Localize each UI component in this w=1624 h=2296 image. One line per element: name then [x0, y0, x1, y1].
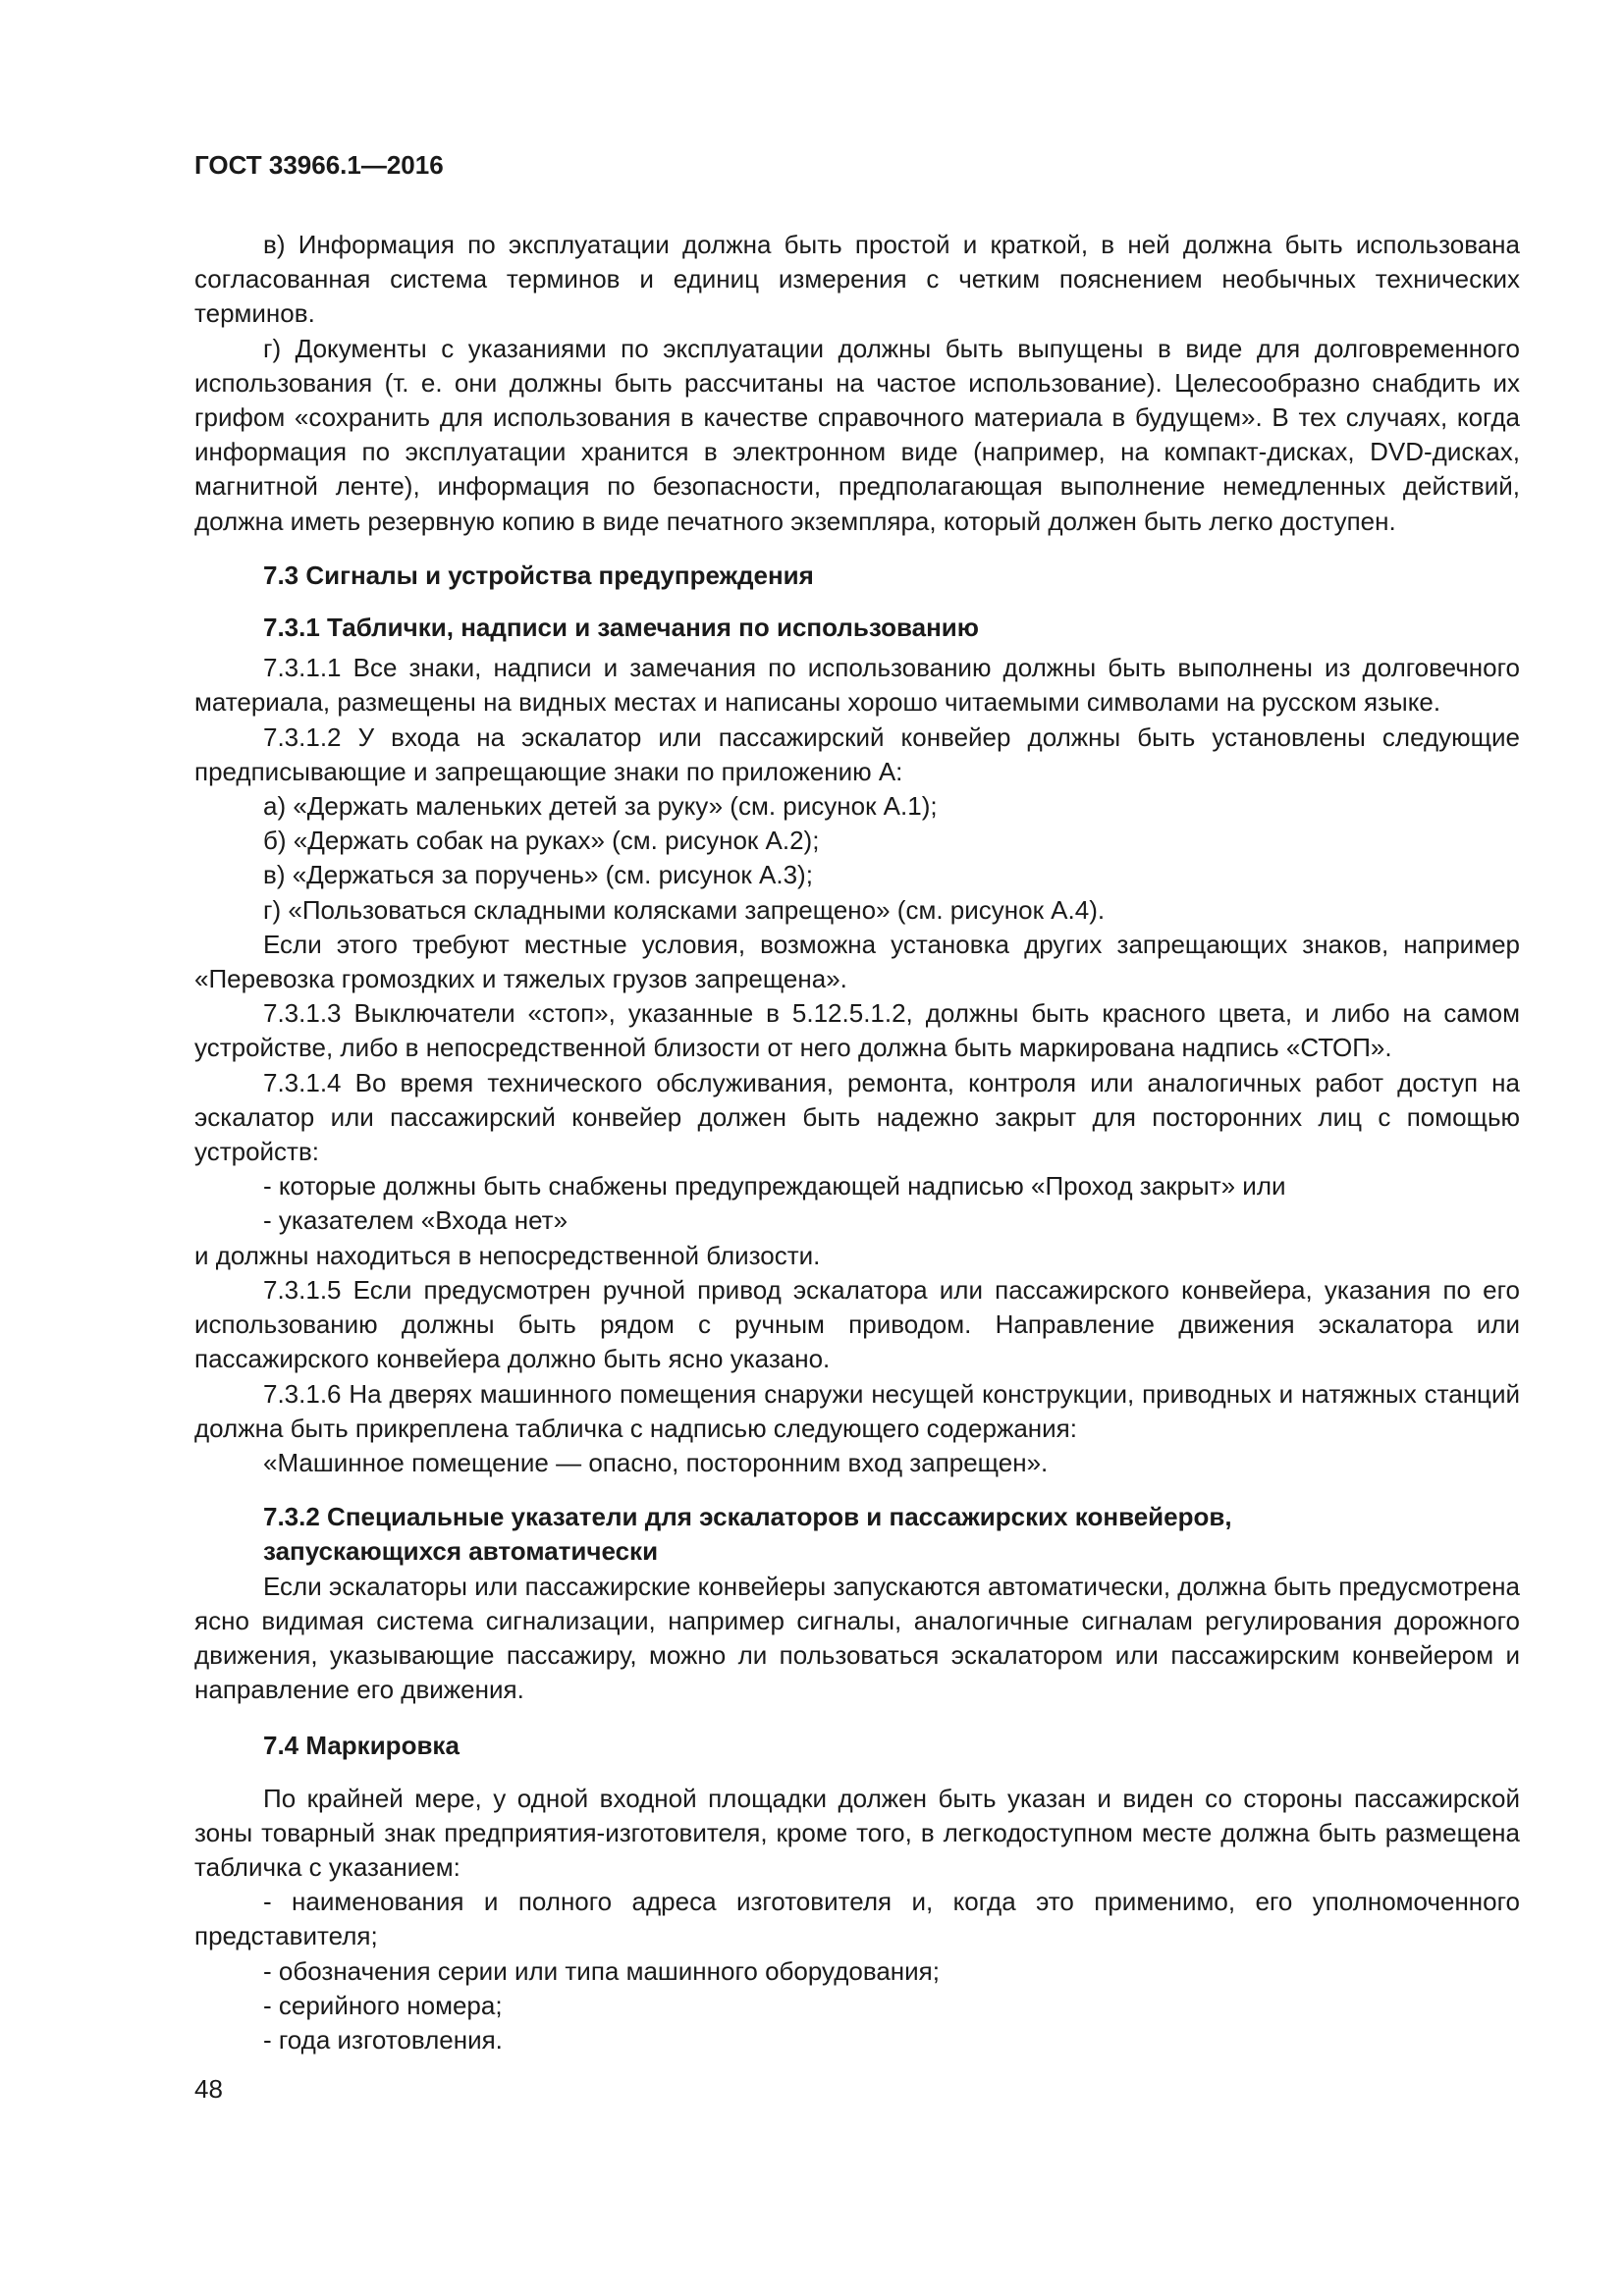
dash-item-year: - года изготовления. — [263, 2024, 503, 2055]
dash-item-serial-number: - серийного номера; — [263, 1990, 503, 2020]
paragraph-7-3-1-1: 7.3.1.1 Все знаки, надписи и замечания по использованию должны быть выполнены из долговечного материала, размещены на видных местах и написаны хорошо читаемыми символами на русском языке. — [194, 653, 1520, 718]
list-item-v: в) «Держаться за поручень» (см. рисунок А.3); — [263, 860, 813, 890]
paragraph-7-4: По крайней мере, у одной входной площадки должен быть указан и виден со стороны пассажирской зоны товарный знак предприятия-изготовителя, кроме того, в легкодоступном месте должна быть размещена табличка с указанием: — [194, 1783, 1520, 1882]
section-7-3-title: 7.3 Сигналы и устройства предупреждения — [263, 560, 814, 590]
paragraph-7-3-1-2: 7.3.1.2 У входа на эскалатор или пассажирский конвейер должны быть установлены следующие предписывающие и запрещающие знаки по приложению А: — [194, 721, 1520, 786]
section-7-4-title: 7.4 Маркировка — [263, 1731, 460, 1761]
subsection-7-3-2-title-line2: запускающихся автоматически — [263, 1536, 659, 1567]
subsection-7-3-2-title-line1: 7.3.2 Специальные указатели для эскалаторов и пассажирских конвейеров, — [263, 1502, 1232, 1532]
dash-item-series-type: - обозначения серии или типа машинного оборудования; — [263, 1955, 940, 1986]
dash-item-warning-sign: - которые должны быть снабжены предупреждающей надписью «Проход закрыт» или — [263, 1171, 1286, 1201]
paragraph-7-3-1-4: 7.3.1.4 Во время технического обслуживания, ремонта, контроля или аналогичных работ доступ на эскалатор или пассажирский конвейер должен быть надежно закрыт для посторонних лиц с помощью устройств: — [194, 1067, 1520, 1167]
paragraph-7-3-1-5: 7.3.1.5 Если предусмотрен ручной привод эскалатора или пассажирского конвейера, указания по его использованию должны быть рядом с ручным приводом. Направление движения эскалатора или пассажирского конвейера должно быть ясно указано. — [194, 1274, 1520, 1374]
paragraph-local-conditions: Если этого требуют местные условия, возможна установка других запрещающих знаков, например «Перевозка громоздких и тяжелых грузов запрещена». — [194, 929, 1520, 994]
standard-designation: ГОСТ 33966.1—2016 — [194, 150, 444, 180]
paragraph-machine-room-sign: «Машинное помещение — опасно, посторонним вход запрещен». — [263, 1447, 1049, 1477]
document-page — [194, 147, 1520, 2057]
paragraph-proximity: и должны находиться в непосредственной близости. — [194, 1240, 821, 1270]
paragraph-7-3-1-6: 7.3.1.6 На дверях машинного помещения снаружи несущей конструкции, приводных и натяжных станций должна быть прикреплена табличка с надписью следующего содержания: — [194, 1378, 1520, 1443]
page-number: 48 — [194, 2074, 223, 2104]
dash-item-no-entry-sign: - указателем «Входа нет» — [263, 1205, 568, 1236]
list-item-a: а) «Держать маленьких детей за руку» (см. рисунок А.1); — [263, 791, 938, 822]
paragraph-7-3-2: Если эскалаторы или пассажирские конвейеры запускаются автоматически, должна быть предусмотрена ясно видимая система сигнализации, например сигналы, аналогичные сигналам регулирования дорожного движения, указывающие пассажиру, можно ли пользоваться эскалатором или пассажирским конвейером и направление его движения. — [194, 1571, 1520, 1705]
paragraph-operation-info-simple: в) Информация по эксплуатации должна быть простой и краткой, в ней должна быть использована согласованная система терминов и единиц измерения с четким пояснением необычных технических терминов. — [194, 230, 1520, 329]
subsection-7-3-1-title: 7.3.1 Таблички, надписи и замечания по использованию — [263, 613, 979, 643]
subsection-7-3-2-title — [194, 1500, 1520, 1569]
list-item-g: г) «Пользоваться складными колясками запрещено» (см. рисунок А.4). — [263, 894, 1106, 925]
paragraph-operation-docs-longterm: г) Документы с указаниями по эксплуатации должны быть выпущены в виде для долговременного использования (т. е. они должны быть рассчитаны на частое использование). Целесообразно снабдить их грифом «сохранить для использования в качестве справочного материала в будущем». В тех случаях, когда информация по эксплуатации хранится в электронном виде (например, на компакт-дисках, DVD-дисках, магнитной ленте), информация по безопасности, предполагающая выполнение немедленных действий, должна иметь резервную копию в виде печатного экземпляра, который должен быть легко доступен. — [194, 333, 1520, 536]
dash-item-manufacturer: - наименования и полного адреса изготовителя и, когда это применимо, его уполномоченного представителя; — [194, 1887, 1520, 1951]
paragraph-7-3-1-3: 7.3.1.3 Выключатели «стоп», указанные в 5.12.5.1.2, должны быть красного цвета, и либо на самом устройстве, либо в непосредственной близости от него должна быть маркирована надпись «СТОП». — [194, 998, 1520, 1063]
list-item-b: б) «Держать собак на руках» (см. рисунок А.2); — [263, 826, 820, 856]
